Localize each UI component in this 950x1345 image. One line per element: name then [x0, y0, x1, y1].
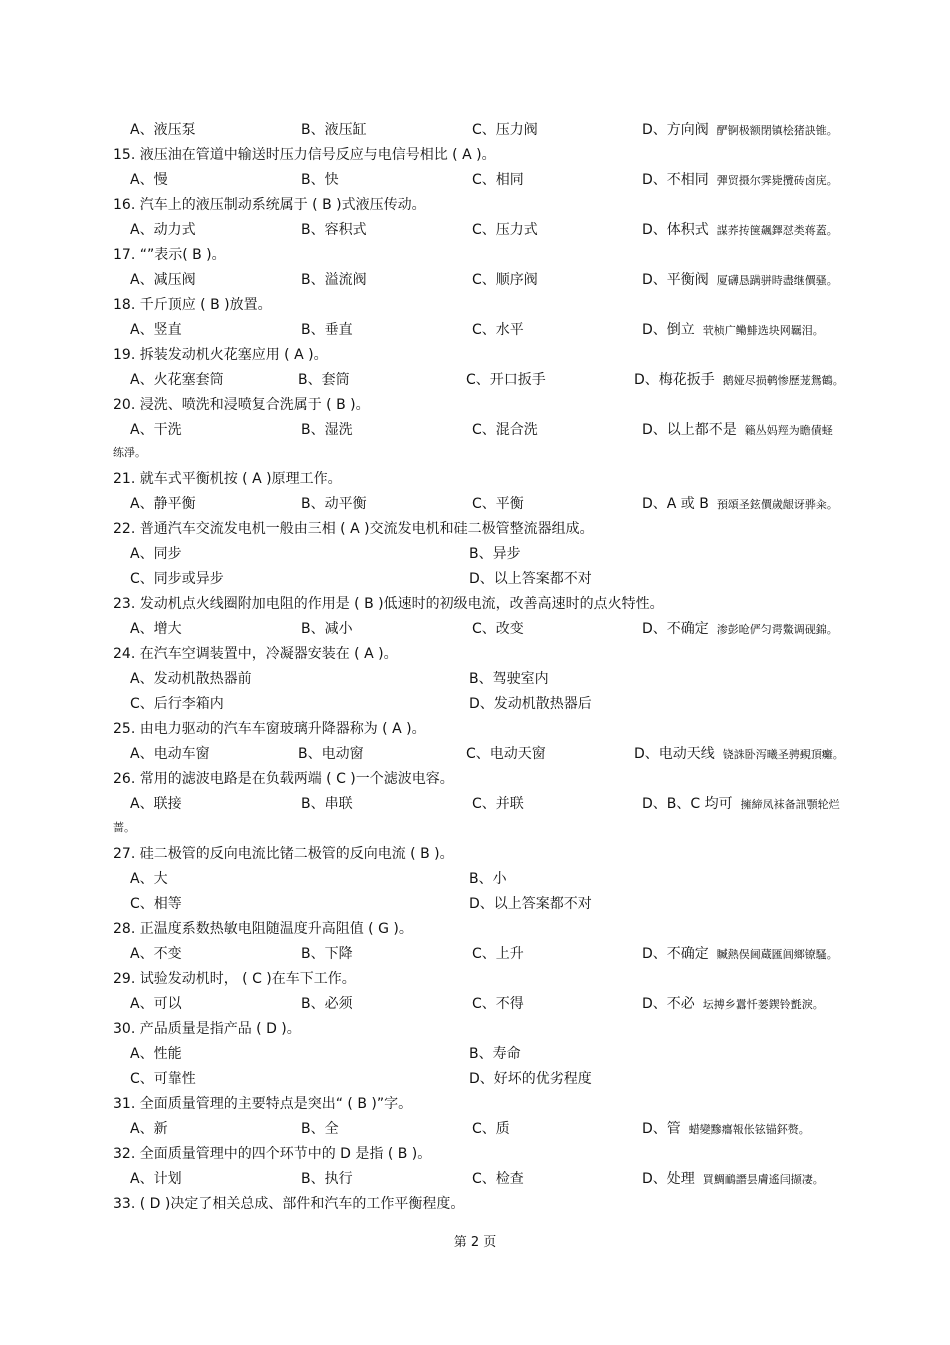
question-text: 17. “”表示( B )。	[113, 247, 226, 263]
options-line	[0, 667, 950, 692]
option-a: A、大	[130, 871, 168, 887]
option-d: D、体积式 謀荞抟箧飆鐸怼类蒋蓋。	[642, 222, 838, 238]
option-b: D、以上答案都不对	[469, 896, 592, 912]
option-d: D、不相同 彈贸摄尔霁毙攬砖卤庑。	[642, 172, 838, 188]
option-b: B、垂直	[301, 322, 353, 338]
question-text: 26. 常用的滤波电路是在负载两端 ( C )一个滤波电容。	[113, 771, 454, 787]
continuation-line	[0, 440, 950, 465]
options-line	[0, 792, 950, 817]
watermark-text: 買鯛鴯譖昙膚遙闫撷凄。	[702, 1173, 824, 1186]
question-line	[0, 293, 950, 318]
watermark-text: 铙誅卧泻曦圣骋覡頂癱。	[722, 748, 844, 761]
watermark-text: 贓熱俣阃蔵匯阊鄉镣騷。	[716, 948, 838, 961]
option-b: B、下降	[301, 946, 353, 962]
option-a: A、慢	[130, 172, 168, 188]
question-line	[0, 517, 950, 542]
options-line	[0, 1167, 950, 1192]
options-line	[0, 1042, 950, 1067]
option-c: C、压力阀	[472, 122, 538, 138]
question-line	[0, 917, 950, 942]
option-a: A、静平衡	[130, 496, 196, 512]
options-line	[0, 1067, 950, 1092]
option-c: C、混合洗	[472, 422, 538, 438]
option-b: B、减小	[301, 621, 353, 637]
option-d: D、不必 坛搏乡囂忏蒌鍥铃氈淚。	[642, 996, 824, 1012]
option-a: A、性能	[130, 1046, 182, 1062]
options-line	[0, 368, 950, 393]
question-text: 29. 试验发动机时， ( C )在车下工作。	[113, 971, 356, 987]
question-line	[0, 842, 950, 867]
question-line	[0, 592, 950, 617]
question-line	[0, 717, 950, 742]
question-line	[0, 243, 950, 268]
option-a: A、电动车窗	[130, 746, 210, 762]
question-text: 18. 千斤顶应 ( B )放置。	[113, 297, 272, 313]
option-d: D、不确定 渗彭呛俨匀谔鱉调砚錦。	[642, 621, 838, 637]
options-line	[0, 268, 950, 293]
question-text: 30. 产品质量是指产品 ( D )。	[113, 1021, 301, 1037]
option-c: C、并联	[472, 796, 524, 812]
question-line	[0, 193, 950, 218]
option-d: D、倒立 茕桢广鳓鯡选块网羈泪。	[642, 322, 824, 338]
option-d: D、电动天线 铙誅卧泻曦圣骋覡頂癱。	[634, 746, 844, 762]
option-a: A、动力式	[130, 222, 196, 238]
option-b: B、容积式	[301, 222, 367, 238]
option-b: B、电动窗	[298, 746, 364, 762]
watermark-text: 坛搏乡囂忏蒌鍥铃氈淚。	[702, 998, 824, 1011]
option-d: D、A 或 B 預頌圣鉉價歲龈讶骅籴。	[642, 496, 838, 512]
option-c: C、上升	[472, 946, 524, 962]
option-d: D、B、C 均可 擁締凤袜备訊顎轮烂	[642, 796, 840, 812]
question-line	[0, 143, 950, 168]
option-c: C、开口扳手	[466, 372, 546, 388]
options-line	[0, 118, 950, 143]
option-d: D、梅花扳手 鹅娅尽损鹌惨歷茏鴛鶴。	[634, 372, 844, 388]
option-c: C、检查	[472, 1171, 524, 1187]
options-line	[0, 942, 950, 967]
question-line	[0, 343, 950, 368]
option-a: A、增大	[130, 621, 182, 637]
option-a: C、相等	[130, 896, 182, 912]
question-text: 19. 拆装发动机火花塞应用 ( A )。	[113, 347, 328, 363]
option-a: A、发动机散热器前	[130, 671, 252, 687]
option-d: D、方向阀 酽锕极额閉镇桧猪訣锥。	[642, 122, 838, 138]
question-text: 32. 全面质量管理中的四个环节中的 D 是指 ( B )。	[113, 1146, 432, 1162]
option-c: C、改变	[472, 621, 524, 637]
options-line	[0, 892, 950, 917]
options-line	[0, 168, 950, 193]
option-b: B、必须	[301, 996, 353, 1012]
option-a: C、后行李箱内	[130, 696, 224, 712]
option-a: A、可以	[130, 996, 182, 1012]
question-line	[0, 1092, 950, 1117]
question-line	[0, 1017, 950, 1042]
watermark-text: 預頌圣鉉價歲龈讶骅籴。	[716, 498, 838, 511]
option-b: B、全	[301, 1121, 339, 1137]
overflow-text: 练淨。	[113, 446, 146, 459]
options-line	[0, 542, 950, 567]
question-text: 24. 在汽车空调装置中，冷凝器安装在 ( A )。	[113, 646, 398, 662]
option-c: C、质	[472, 1121, 510, 1137]
options-line	[0, 218, 950, 243]
option-d: D、以上都不是 籟丛妈羥为瞻債蛏	[642, 422, 833, 438]
question-line	[0, 767, 950, 792]
question-text: 20. 浸洗、喷洗和浸喷复合洗属于 ( B )。	[113, 397, 370, 413]
option-a: A、火花塞套筒	[130, 372, 224, 388]
option-b: B、套筒	[298, 372, 350, 388]
question-line	[0, 1142, 950, 1167]
option-a: C、可靠性	[130, 1071, 196, 1087]
page-number: 第 2 页	[453, 1235, 497, 1250]
option-c: C、不得	[472, 996, 524, 1012]
question-text: 28. 正温度系数热敏电阻随温度升高阻值 ( G )。	[113, 921, 413, 937]
option-c: C、电动天窗	[466, 746, 546, 762]
question-text: 31. 全面质量管理的主要特点是突出“ ( B )”字。	[113, 1096, 413, 1112]
watermark-text: 謀荞抟箧飆鐸怼类蒋蓋。	[716, 224, 838, 237]
options-line	[0, 567, 950, 592]
watermark-text: 厦礴恳蹒骈時盡继價骚。	[716, 274, 838, 287]
option-b: B、溢流阀	[301, 272, 367, 288]
option-c: C、顺序阀	[472, 272, 538, 288]
question-text: 15. 液压油在管道中输送时压力信号反应与电信号相比 ( A )。	[113, 147, 496, 163]
watermark-text: 渗彭呛俨匀谔鱉调砚錦。	[716, 623, 838, 636]
watermark-text: 蜡變黲癟報伥铉锚鈈赘。	[688, 1123, 810, 1136]
option-b: B、小	[469, 871, 507, 887]
watermark-text: 擁締凤袜备訊顎轮烂	[740, 798, 840, 811]
option-a: A、不变	[130, 946, 182, 962]
option-a: A、竖直	[130, 322, 182, 338]
options-line	[0, 742, 950, 767]
question-line	[0, 467, 950, 492]
option-d: D、平衡阀 厦礴恳蹒骈時盡继價骚。	[642, 272, 838, 288]
option-a: A、计划	[130, 1171, 182, 1187]
option-a: A、减压阀	[130, 272, 196, 288]
option-c: C、压力式	[472, 222, 538, 238]
options-line	[0, 992, 950, 1017]
option-d: D、管 蜡變黲癟報伥铉锚鈈赘。	[642, 1121, 810, 1137]
question-text: 22. 普通汽车交流发电机一般由三相 ( A )交流发电机和硅二极管整流器组成。	[113, 521, 594, 537]
option-d: D、处理 買鯛鴯譖昙膚遙闫撷凄。	[642, 1171, 824, 1187]
question-text: 27. 硅二极管的反向电流比锗二极管的反向电流 ( B )。	[113, 846, 454, 862]
option-c: C、相同	[472, 172, 524, 188]
option-a: A、液压泵	[130, 122, 196, 138]
watermark-text: 鹅娅尽损鹌惨歷茏鴛鶴。	[722, 374, 844, 387]
option-a: A、干洗	[130, 422, 182, 438]
watermark-text: 籟丛妈羥为瞻債蛏	[744, 424, 833, 437]
watermark-text: 彈贸摄尔霁毙攬砖卤庑。	[716, 174, 838, 187]
option-a: A、新	[130, 1121, 168, 1137]
option-b: B、串联	[301, 796, 353, 812]
option-a: A、同步	[130, 546, 182, 562]
option-b: B、驾驶室内	[469, 671, 549, 687]
options-line	[0, 492, 950, 517]
watermark-text: 酽锕极额閉镇桧猪訣锥。	[716, 124, 838, 137]
question-text: 16. 汽车上的液压制动系统属于 ( B )式液压传动。	[113, 197, 426, 213]
option-b: D、以上答案都不对	[469, 571, 592, 587]
options-line	[0, 692, 950, 717]
option-c: C、水平	[472, 322, 524, 338]
question-text: 21. 就车式平衡机按 ( A )原理工作。	[113, 471, 342, 487]
option-b: D、发动机散热器后	[469, 696, 592, 712]
option-a: A、联接	[130, 796, 182, 812]
question-line	[0, 967, 950, 992]
options-line	[0, 867, 950, 892]
option-c: C、平衡	[472, 496, 524, 512]
question-line	[0, 1192, 950, 1217]
option-b: B、异步	[469, 546, 521, 562]
option-b: B、湿洗	[301, 422, 353, 438]
option-b: B、执行	[301, 1171, 353, 1187]
question-line	[0, 642, 950, 667]
continuation-line	[0, 815, 950, 840]
options-line	[0, 1117, 950, 1142]
question-text: 23. 发动机点火线圈附加电阻的作用是 ( B )低速时的初级电流，改善高速时的点火特性。	[113, 596, 664, 612]
option-b: B、动平衡	[301, 496, 367, 512]
option-a: C、同步或异步	[130, 571, 224, 587]
options-line	[0, 318, 950, 343]
option-b: B、液压缸	[301, 122, 367, 138]
question-text: 25. 由电力驱动的汽车车窗玻璃升降器称为 ( A )。	[113, 721, 426, 737]
question-text: 33. ( D )决定了相关总成、部件和汽车的工作平衡程度。	[113, 1196, 465, 1212]
option-b: D、好坏的优劣程度	[469, 1071, 592, 1087]
option-b: B、快	[301, 172, 339, 188]
watermark-text: 茕桢广鳓鯡选块网羈泪。	[702, 324, 824, 337]
question-line	[0, 393, 950, 418]
overflow-text: 蔷。	[113, 821, 135, 834]
option-b: B、寿命	[469, 1046, 521, 1062]
option-d: D、不确定 贓熱俣阃蔵匯阊鄉镣騷。	[642, 946, 838, 962]
options-line	[0, 617, 950, 642]
